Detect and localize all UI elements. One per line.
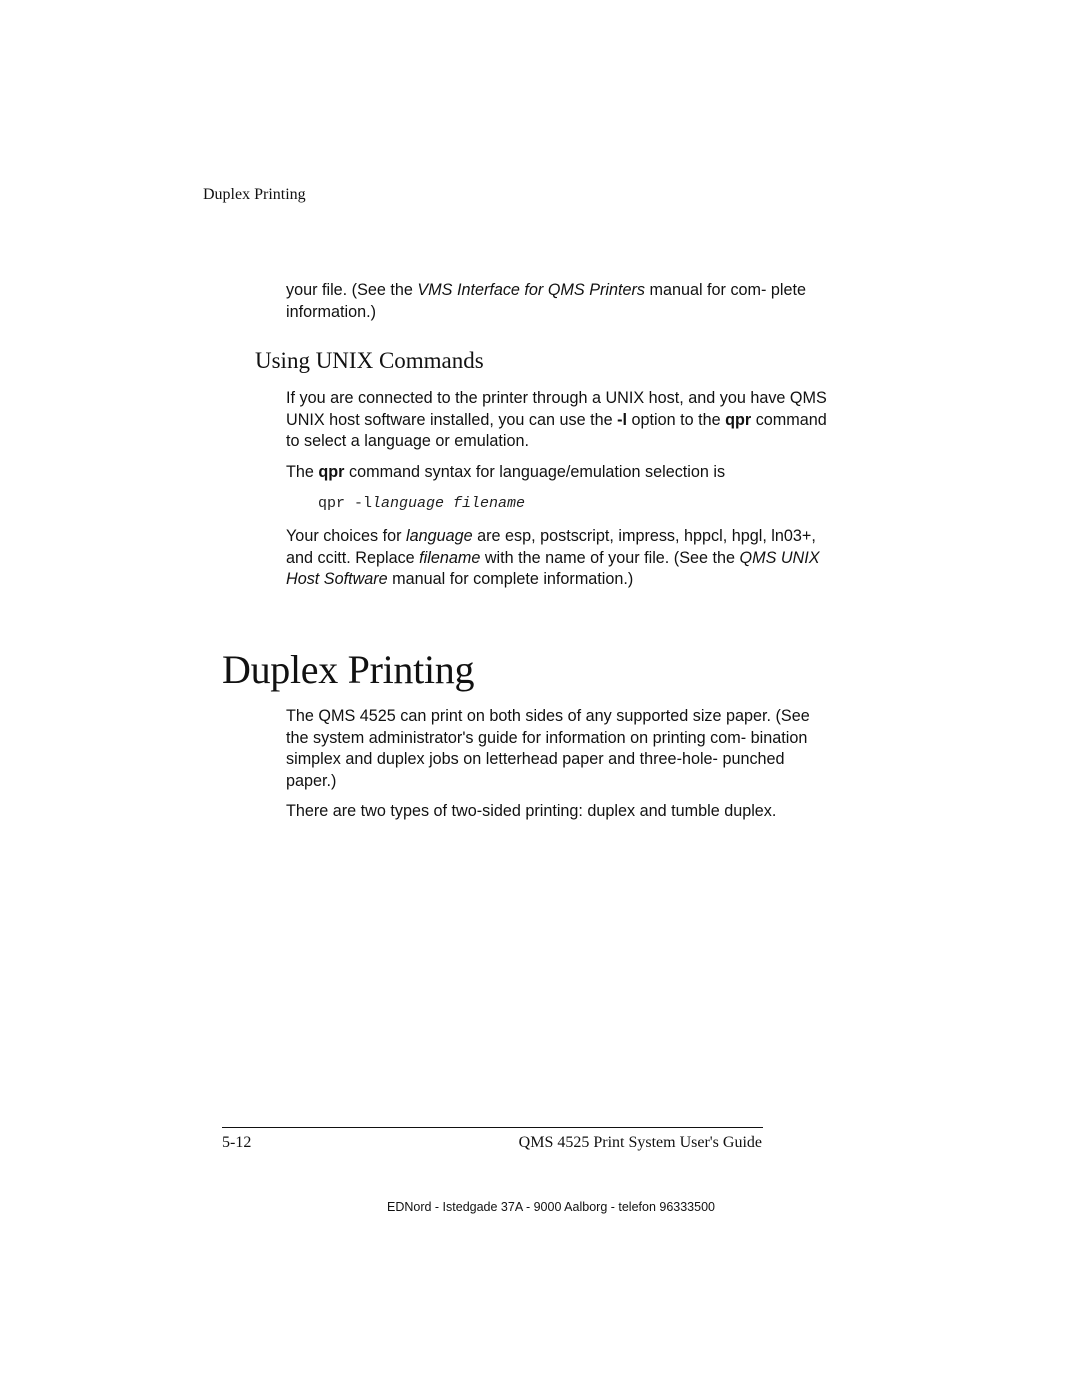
command-name: qpr <box>725 410 752 429</box>
running-head: Duplex Printing <box>203 186 306 203</box>
term-filename: filename <box>419 548 481 567</box>
manual-title: QMS UNIX Host Software <box>286 548 820 588</box>
guide-title: QMS 4525 Print System User's Guide <box>518 1134 762 1151</box>
section-heading-unix: Using UNIX Commands <box>255 348 484 373</box>
command-syntax: qpr -llanguage filename <box>318 495 526 512</box>
duplex-paragraph-2: There are two types of two-sided printing: duplex and tumble duplex. <box>286 802 777 820</box>
unix-paragraph-1: If you are connected to the printer through a UNIX host, and you have QMS UNIX host software installed, you can use the -l option to the qpr command to select a language or emulation. <box>286 389 827 450</box>
chapter-heading-duplex: Duplex Printing <box>222 647 475 692</box>
command-name: qpr <box>318 463 345 481</box>
page-number: 5-12 <box>222 1134 252 1151</box>
dealer-line: EDNord - Istedgade 37A - 9000 Aalborg - telefon 96333500 <box>386 1200 715 1214</box>
option-flag: -l <box>617 410 628 429</box>
manual-title: VMS Interface for QMS Printers <box>417 281 645 299</box>
unix-paragraph-2: The qpr command syntax for language/emulation selection is <box>286 463 726 481</box>
term-language: language <box>405 527 473 545</box>
footer-rule <box>222 1127 763 1128</box>
unix-paragraph-3: Your choices for language are esp, postscript, impress, hppcl, hpgl, ln03+, and ccitt. Replace filename with the name of your file. (See the QMS UNIX Host Software manual for complete information.) <box>286 527 820 588</box>
intro-paragraph: your file. (See the VMS Interface for QMS Printers manual for com- plete information.) <box>286 281 807 321</box>
duplex-paragraph-1: The QMS 4525 can print on both sides of any supported size paper. (See the system administrator's guide for information on printing com- bination simplex and duplex jobs on letterhead paper and three-hole- punched paper.) <box>286 707 810 790</box>
